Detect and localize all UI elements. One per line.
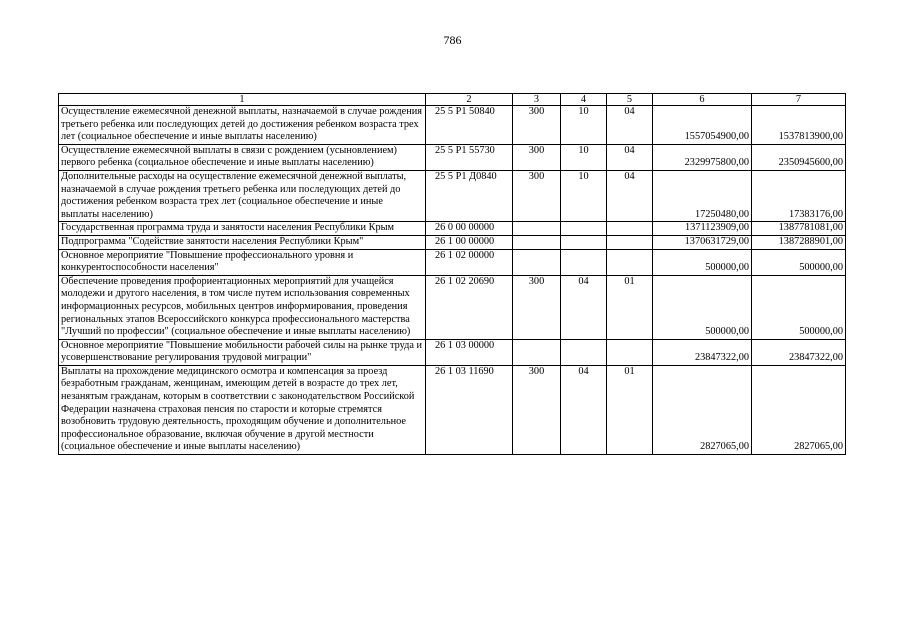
row-amount-col7-cell: 2350945600,00 [752,144,846,170]
row-col3-cell [513,235,561,249]
table-row [59,106,846,145]
row-name-cell: Государственная программа труда и занятости населения Республики Крым [59,222,426,236]
row-name-cell: Выплаты на прохождение медицинского осмотра и компенсация за проезд безработным гражданам, женщинам, имеющим детей в возрасте до трех лет, незанятым гражданам, которым в соответствии с законодательством Российской Федерации назначена страховая пенсия по старости и которые стремятся возобновить трудовую деятельность, проходящим обучение и дополнительное профессиональное образование, включая обучение в другой местности (социальное обеспечение и иные выплаты населению) [59,365,426,454]
row-amount-col6-cell: 17250480,00 [653,170,752,221]
header-col-4: 4 [561,94,607,106]
row-name-cell: Дополнительные расходы на осуществление ежемесячной денежной выплаты, назначаемой в случае рождения третьего ребенка или последующих детей до достижения ребенком возраста трех лет (социальное обеспечение и иные выплаты населению) [59,170,426,221]
row-amount-col7-cell: 17383176,00 [752,170,846,221]
row-code-cell: 26 1 00 00000 [426,235,513,249]
row-col3-cell: 300 [513,106,561,145]
row-code-cell: 26 0 00 00000 [426,222,513,236]
row-name-cell: Основное мероприятие "Повышение профессионального уровня и конкурентоспособности населения" [59,249,426,275]
row-col4-cell: 10 [561,106,607,145]
header-col-3: 3 [513,94,561,106]
row-amount-col7-cell: 1387288901,00 [752,235,846,249]
row-amount-col6-cell: 500000,00 [653,249,752,275]
row-amount-col7-cell: 2827065,00 [752,365,846,454]
row-amount-col6-cell: 23847322,00 [653,339,752,365]
row-col3-cell: 300 [513,365,561,454]
row-col3-cell: 300 [513,275,561,339]
row-col3-cell [513,339,561,365]
row-col4-cell [561,339,607,365]
row-col5-cell: 04 [607,170,653,221]
row-name-cell: Обеспечение проведения профориентационных мероприятий для учащейся молодежи и другого населения, в том числе путем использования современных информационных ресурсов, мобильных центров информирования, проведения региональных этапов Всероссийского конкурса профессионального мастерства "Лучший по профессии" (социальное обеспечение и иные выплаты населению) [59,275,426,339]
row-col3-cell [513,249,561,275]
row-amount-col7-cell: 500000,00 [752,275,846,339]
row-col5-cell [607,235,653,249]
row-col5-cell [607,339,653,365]
header-col-6: 6 [653,94,752,106]
row-col4-cell [561,249,607,275]
row-code-cell: 26 1 03 11690 [426,365,513,454]
row-name-cell: Осуществление ежемесячной денежной выплаты, назначаемой в случае рождения третьего ребенка или последующих детей до достижения ребенком возраста трех лет (социальное обеспечение и иные выплаты населению) [59,106,426,145]
row-col5-cell: 01 [607,275,653,339]
row-code-cell: 26 1 02 20690 [426,275,513,339]
table-row [59,275,846,339]
row-col3-cell: 300 [513,170,561,221]
row-col5-cell: 04 [607,144,653,170]
row-name-cell: Подпрограмма "Содействие занятости населения Республики Крым" [59,235,426,249]
row-col4-cell [561,235,607,249]
table-row [59,339,846,365]
row-amount-col7-cell: 23847322,00 [752,339,846,365]
row-code-cell: 25 5 Р1 55730 [426,144,513,170]
row-amount-col6-cell: 1370631729,00 [653,235,752,249]
table-row [59,249,846,275]
row-code-cell: 26 1 03 00000 [426,339,513,365]
row-col5-cell [607,249,653,275]
page-number: 786 [443,33,462,47]
table-row [59,235,846,249]
row-amount-col7-cell: 1387781081,00 [752,222,846,236]
row-col4-cell: 04 [561,365,607,454]
row-col4-cell: 04 [561,275,607,339]
header-col-1: 1 [59,94,426,106]
row-amount-col7-cell: 500000,00 [752,249,846,275]
row-col5-cell: 04 [607,106,653,145]
table-row [59,222,846,236]
header-col-5: 5 [607,94,653,106]
row-amount-col6-cell: 500000,00 [653,275,752,339]
budget-table [58,93,846,455]
row-amount-col6-cell: 1371123909,00 [653,222,752,236]
row-col5-cell: 01 [607,365,653,454]
row-code-cell: 25 5 Р1 50840 [426,106,513,145]
row-amount-col6-cell: 2329975800,00 [653,144,752,170]
row-col5-cell [607,222,653,236]
header-col-2: 2 [426,94,513,106]
row-col3-cell [513,222,561,236]
table-header-row [59,94,846,106]
table-row [59,365,846,454]
row-col3-cell: 300 [513,144,561,170]
row-code-cell: 25 5 Р1 Д0840 [426,170,513,221]
row-name-cell: Осуществление ежемесячной выплаты в связи с рождением (усыновлением) первого ребенка (социальное обеспечение и иные выплаты населению) [59,144,426,170]
header-col-7: 7 [752,94,846,106]
table-row [59,170,846,221]
row-col4-cell [561,222,607,236]
row-name-cell: Основное мероприятие "Повышение мобильности рабочей силы на рынке труда и усовершенствование регулирования трудовой миграции" [59,339,426,365]
row-amount-col6-cell: 1557054900,00 [653,106,752,145]
row-code-cell: 26 1 02 00000 [426,249,513,275]
row-amount-col6-cell: 2827065,00 [653,365,752,454]
row-col4-cell: 10 [561,144,607,170]
table-row [59,144,846,170]
row-col4-cell: 10 [561,170,607,221]
row-amount-col7-cell: 1537813900,00 [752,106,846,145]
